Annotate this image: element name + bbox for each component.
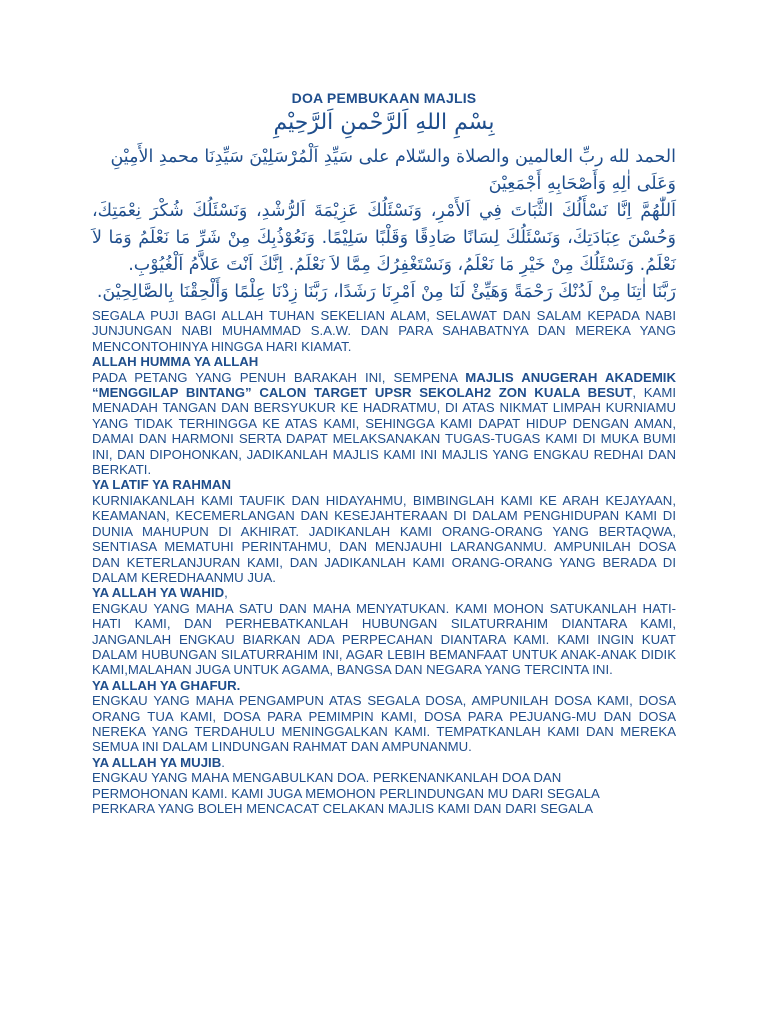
arabic-paragraph: وَعَلَى اٰلِهِ وَأَصْحَابِهِ أَجْمَعِيْنَ — [488, 174, 676, 194]
heading-punctuation: , — [224, 585, 228, 601]
intro-paragraph: SEGALA PUJI BAGI ALLAH TUHAN SEKELIAN ALAM, SELAWAT DAN SALAM KEPADA NABI JUNJUNGAN NABI MUHAMMAD S.A.W. DAN PARA SAHABATNYA DAN MEREKA YANG MENCONTOHINYA HINGGA HARI KIAMAT. — [92, 308, 676, 354]
document-title: DOA PEMBUKAAN MAJLIS — [291, 90, 477, 106]
paragraph-text: , KAMI MENADAH TANGAN DAN BERSYUKUR KE HADRATMU, DI ATAS NIKMAT LIMPAH KURNIAMU YANG TIDAK TERHINGGA KE ATAS KAMI, SEHINGGA KAMI DAPAT HIDUP DENGAN AMAN, DAMAI DAN HARMONI SERTA DAPAT MELAKSANAKAN TUGAS-TUGAS KAMI DI MUKA BUMI INI, DAN DIPOHONKAN, JADIKANLAH MAJLIS KAMI INI MAJLIS YANG ENGKAU REDHAI DAN BERKATI. — [92, 385, 676, 478]
section-heading: YA ALLAH YA GHAFUR. — [92, 677, 241, 693]
section-line: ENGKAU YANG MAHA MENGABULKAN DOA. PERKENANKANLAH DOA DAN — [92, 770, 562, 786]
heading-punctuation: . — [221, 754, 225, 770]
document-page — [92, 90, 676, 816]
section-heading: YA ALLAH YA MUJIB — [92, 754, 222, 770]
section-heading: YA ALLAH YA WAHID — [92, 585, 225, 601]
malay-translation — [92, 308, 676, 816]
section-paragraph — [92, 370, 676, 478]
section-paragraph: KURNIAKANLAH KAMI TAUFIK DAN HIDAYAHMU, BIMBINGLAH KAMI KE ARAH KEJAYAAN, KEAMANAN, KECEMERLANGAN DAN KESEJAHTERAAN DI DALAM PENGHIDUPAN KAMI DI DUNIA MAHUPUN DI AKHIRAT. JADIKANLAH KAMI ORANG-ORANG YANG BERTAQWA, SENTIASA MEMATUHI PERINTAHMU, DAN MENJAUHI LARANGANMU. AMPUNILAH DOSA DAN KETERLANJURAN KAMI, DAN JADIKANLAH KAMI ORANG-ORANG YANG BERADA DI DALAM KEREDHAANMU JUA. — [92, 492, 676, 585]
arabic-paragraph: اَللّٰهُمَّ اِنَّا نَسْأَلُكَ الثَّبَاتَ فِي اَلأَمْرِ، وَنَسْئَلُكَ عَزِيْمَةَ اَلرُّشْدِ، وَنَسْئَلُكَ شُكْرَ نِعْمَتِكَ، وَحُسْنَ عِبَادَتِكَ، وَنَسْئَلُكَ لِسَانًا صَادِقًا وَقَلْبًا سَلِيْمًا. وَنَعُوْذُبِكَ مِنْ شَرِّ مَا نَعْلَمُ وَمَا لاَ نَعْلَمُ. وَنَسْئَلُكَ مِنْ خَيْرِ مَا نَعْلَمُ، وَنَسْتَغْفِرُكَ مِمَّا لاَ نَعْلَمُ. اِنَّكَ اَنْتَ عَلاَّمُ اَلْغُيُوْبِ. — [92, 201, 676, 275]
event-name: MAJLIS ANUGERAH AKADEMIK “MENGGILAP BINTANG” CALON TARGET UPSR SEKOLAH2 ZON KUALA BESUT — [92, 369, 676, 401]
arabic-paragraph: الحمد لله ربِّ العالمين والصلاة والسّلام على سَيِّدِ اَلْمُرْسَلِيْنَ سَيِّدِنَا محمدِ الأَمِيْنِ — [110, 147, 676, 167]
bismillah-text: بِسْمِ اللهِ اَلرَّحْمنِ اَلرَّحِيْمِ — [273, 110, 495, 135]
section-line: PERMOHONAN KAMI. KAMI JUGA MEMOHON PERLINDUNGAN MU DARI SEGALA — [92, 785, 600, 801]
section-heading-line — [92, 755, 676, 770]
section-heading-line — [92, 585, 676, 600]
section-paragraph: ENGKAU YANG MAHA SATU DAN MAHA MENYATUKAN. KAMI MOHON SATUKANLAH HATI-HATI KAMI, DAN PERHEBATKANLAH HUBUNGAN SILATURRAHIM DIANTARA KAMI, JANGANLAH ENGKAU BIARKAN ADA PERPECAHAN DIANTARA KAMI. KAMI INGIN KUAT DALAM HUBUNGAN SILATURRAHIM INI, AGAR LEBIH BEMANFAAT UNTUK ANAK-ANAK DIDIK KAMI,MALAHAN JUGA UNTUK AGAMA, BANGSA DAN NEGARA YANG TERCINTA INI. — [92, 600, 676, 678]
section-paragraph: ENGKAU YANG MAHA PENGAMPUN ATAS SEGALA DOSA, AMPUNILAH DOSA KAMI, DOSA ORANG TUA KAMI, DOSA PARA PEMIMPIN KAMI, DOSA PARA PEJUANG-MU DAN DOSA NEREKA YANG TERDAHULU MENINGGALKAN KAMI. TEMPATKANLAH KAMI DAN MEREKA SEMUA INI DALAM LINDUNGAN RAHMAT DAN AMPUNANMU. — [92, 693, 676, 755]
arabic-prayer — [92, 144, 676, 306]
section-heading: YA LATIF YA RAHMAN — [92, 477, 231, 493]
arabic-paragraph: رَبَّنَا اٰتِنَا مِنْ لَدُنْكَ رَحْمَةً وَهَيِّئْ لَنَا مِنْ اَمْرِنَا رَشَدًا، رَبَّنَا زِدْنَا عِلْمًا وَأَلْحِقْنَا بِالصَّالِحِيْنَ. — [96, 282, 676, 302]
section-heading: ALLAH HUMMA YA ALLAH — [92, 354, 259, 370]
paragraph-text: PADA PETANG YANG PENUH BARAKAH INI, SEMPENA — [92, 369, 466, 385]
section-line: PERKARA YANG BOLEH MENCACAT CELAKAN MAJLIS KAMI DAN DARI SEGALA — [92, 801, 594, 816]
